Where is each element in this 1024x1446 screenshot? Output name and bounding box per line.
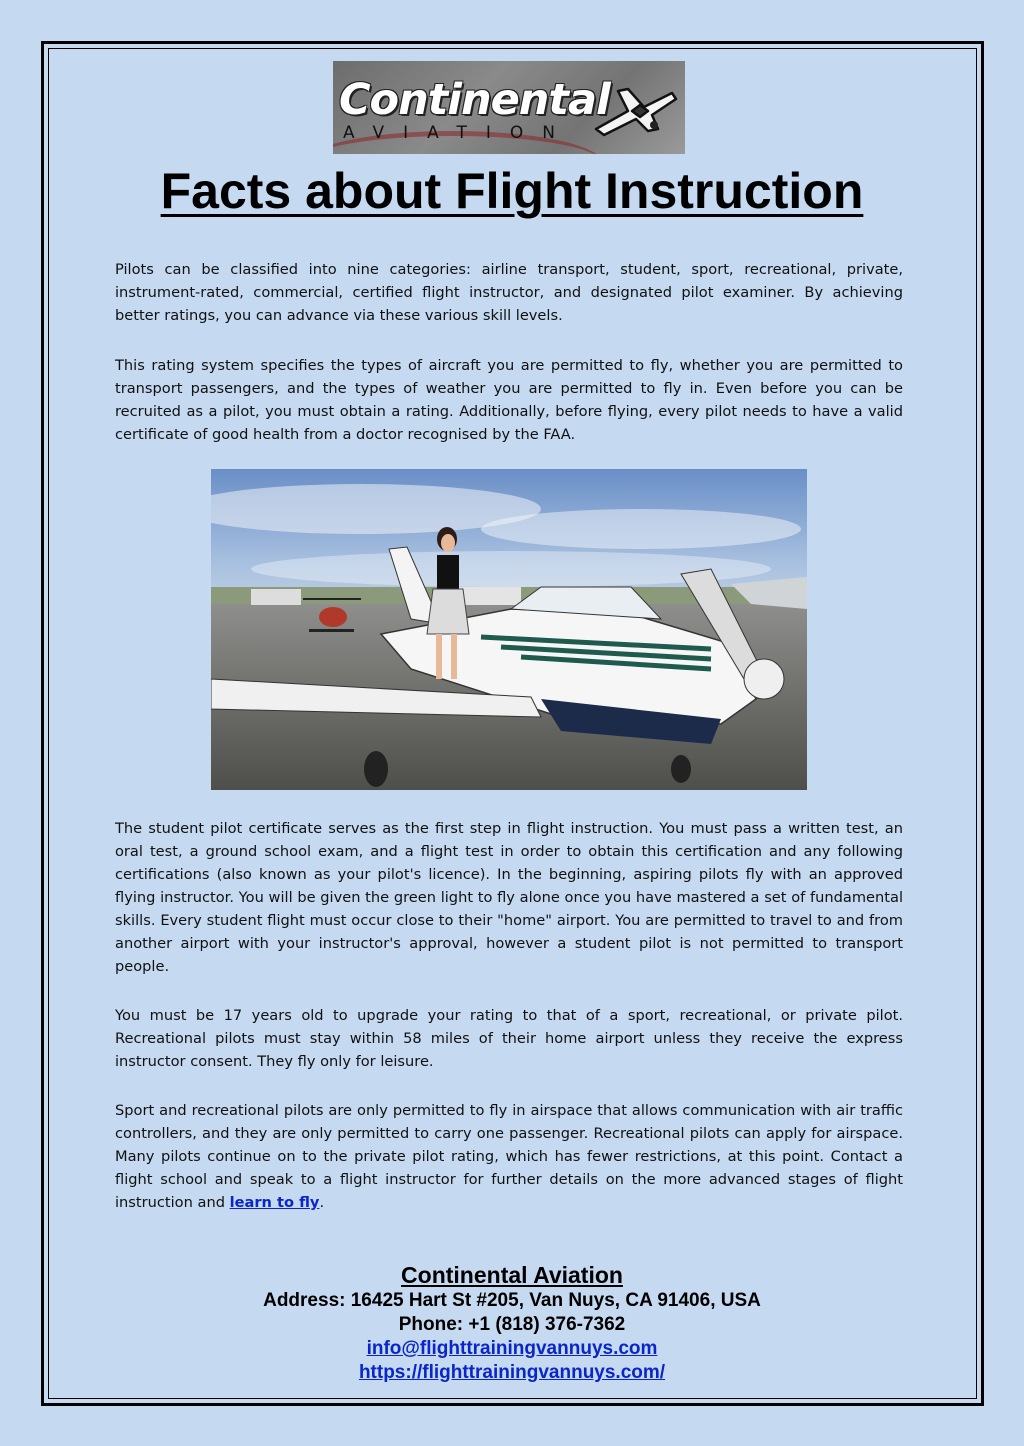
footer-website-link[interactable]: https://flighttrainingvannuys.com/ [358,1362,666,1383]
paragraph-pilot-categories: Pilots can be classified into nine categories: airline transport, student, sport, recreational, private, instrument-rated, commercial, certified flight instructor, and designated pilot examiner. By achieving better ratings, you can advance via these various skill levels. [115,261,903,324]
pilot-with-airplane-photo [211,469,807,790]
logo-subtitle: AVIATION [343,123,574,143]
paragraph-rating-system: This rating system specifies the types of aircraft you are permitted to fly, whether you are permitted to transport passengers, and the types of weather you are permitted to fly in. Even before you can be recruited as a pilot, you must obtain a rating. Additionally, before flying, every pilot needs to have a valid certificate of good health from a doctor recognised by the FAA. [115,357,903,443]
continental-aviation-logo [333,61,685,154]
paragraph-student-certificate: The student pilot certificate serves as the first step in flight instruction. You must pass a written test, an oral test, a ground school exam, and a flight test in order to obtain this certification and any following certifications (also known as your pilot's licence). In the beginning, aspiring pilots fly with an approved flying instructor. You will be given the green light to fly alone once you have mastered a set of fundamental skills. Every student flight must occur close to their "home" airport. You are permitted to travel to and from another airport with your instructor's approval, however a student pilot is not permitted to transport people. [115,820,903,975]
page-title: Facts about Flight Instruction [160,163,864,219]
learn-to-fly-link[interactable]: learn to fly [229,1194,320,1211]
logo-wordmark: Continental [339,75,610,125]
paragraph-period: . [319,1194,325,1211]
footer-phone: Phone: +1 (818) 376-7362 [398,1314,626,1335]
paragraph-airspace-rules [115,1099,903,1214]
paragraph-airspace-text: Sport and recreational pilots are only permitted to fly in airspace that allows communication with air traffic controllers, and they are only permitted to carry one passenger. Recreational pilots can apply for airspace. Many pilots continue on to the private pilot rating, which has fewer restrictions, at this point. Contact a flight school and speak to a flight instructor for further details on the more advanced stages of flight instruction and [115,1102,903,1211]
footer-address: Address: 16425 Hart St #205, Van Nuys, CA 91406, USA [263,1290,761,1311]
paragraph-age-requirement: You must be 17 years old to upgrade your rating to that of a sport, recreational, or private pilot. Recreational pilots must stay within 58 miles of their home airport unless they receive the express instructor consent. They fly only for leisure. [115,1007,903,1070]
airplane-icon [588,81,680,141]
footer-company-name: Continental Aviation [401,1262,623,1288]
footer-email-link[interactable]: info@flighttrainingvannuys.com [366,1338,658,1359]
